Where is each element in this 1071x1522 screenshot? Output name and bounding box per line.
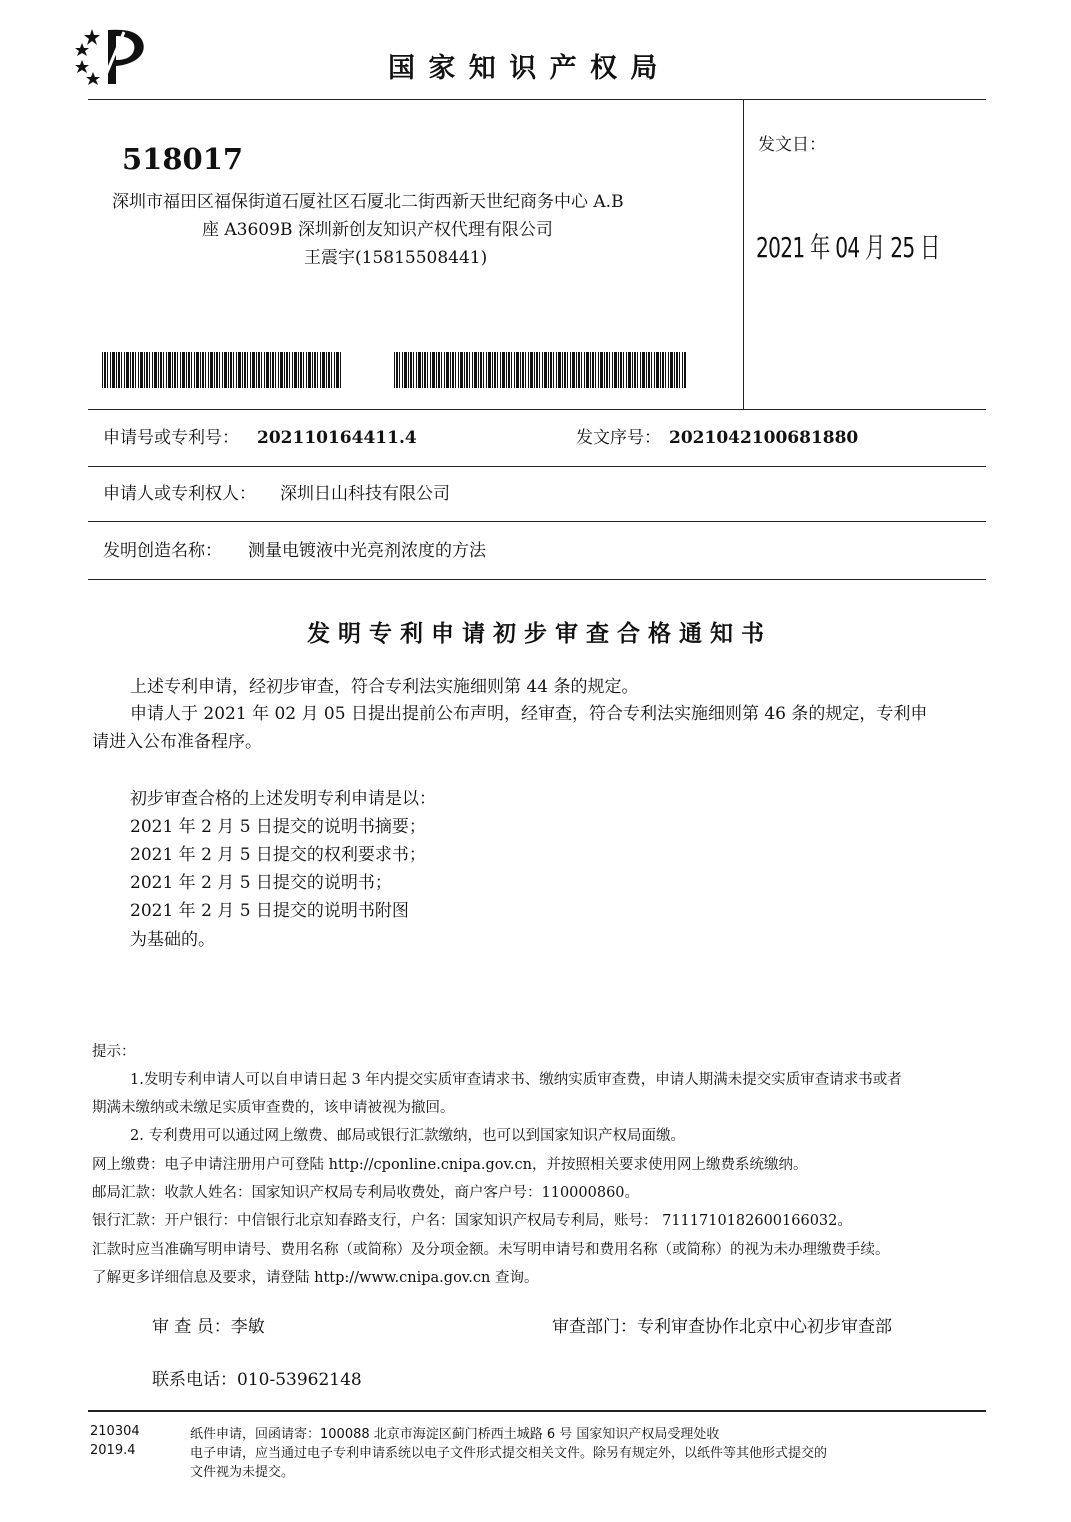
notice-paragraph-2-cont: 请进入公布准备程序。 — [92, 732, 262, 752]
invention-title-label: 发明创造名称： — [103, 541, 222, 561]
applicant-label: 申请人或专利权人： — [103, 484, 256, 504]
postal-remittance-info: 邮局汇款：收款人姓名：国家知识产权局专利局收费处，商户客户号：110000860。 — [92, 1185, 640, 1201]
contact-phone: 联系电话：010-53962148 — [152, 1370, 362, 1390]
online-payment-info: 网上缴费：电子申请注册用户可登陆 http://cponline.cnipa.gov.cn，并按照相关要求使用网上缴费系统缴纳。 — [92, 1157, 808, 1173]
electronic-application-note: 电子申请，应当通过电子专利申请系统以电子文件形式提交相关文件。除另有规定外，以纸件等其他形式提交的 — [190, 1446, 828, 1461]
barcode-right — [394, 352, 686, 388]
cnipa-logo — [72, 26, 152, 86]
notice-title: 发 明 专 利 申 请 初 步 审 查 合 格 通 知 书 — [306, 621, 765, 647]
invention-title: 测量电镀液中光亮剂浓度的方法 — [248, 541, 486, 561]
address-line-2: 座 A3609B 深圳新创友知识产权代理有限公司 — [202, 220, 553, 240]
electronic-application-note-cont: 文件视为未提交。 — [190, 1465, 295, 1480]
office-name: 国 家 知 识 产 权 局 — [388, 53, 660, 84]
remittance-note: 汇款时应当准确写明申请号、费用名称（或简称）及分项金额。未写明申请号和费用名称（或简称）的视为未办理缴费手续。 — [92, 1242, 890, 1258]
more-info: 了解更多详细信息及要求，请登陆 http://www.cnipa.gov.cn 查询。 — [92, 1270, 539, 1286]
address-block-bottom-rule — [88, 409, 986, 410]
issue-date-label: 发文日： — [758, 135, 826, 155]
examiner: 审 查 员：李敏 — [152, 1317, 265, 1337]
serial-number: 2021042100681880 — [669, 428, 859, 448]
notice-paragraph-2: 申请人于 2021 年 02 月 05 日提出提前公布声明，经审查，符合专利法实施细则第 46 条的规定，专利申 — [130, 704, 928, 724]
serial-number-label: 发文序号： — [576, 428, 661, 448]
basis-item: 2021 年 2 月 5 日提交的说明书摘要； — [130, 817, 426, 837]
application-number-label: 申请号或专利号： — [103, 428, 239, 448]
notice-paragraph-1: 上述专利申请，经初步审查，符合专利法实施细则第 44 条的规定。 — [130, 677, 639, 697]
postcode: 518017 — [122, 142, 244, 176]
tip-1-cont: 期满未缴纳或未缴足实质审查费的，该申请被视为撤回。 — [92, 1100, 455, 1116]
application-number: 202110164411.4 — [257, 428, 417, 448]
bank-remittance-info: 银行汇款：开户银行：中信银行北京知春路支行，户名：国家知识产权局专利局，账号： 7111710182600166032。 — [92, 1213, 852, 1229]
form-version-date: 2019.4 — [90, 1443, 136, 1458]
barcode-left — [102, 352, 342, 388]
field-rule-3 — [88, 579, 986, 580]
basis-item: 2021 年 2 月 5 日提交的权利要求书； — [130, 845, 426, 865]
footer-rule — [88, 1410, 986, 1412]
tip-1: 1.发明专利申请人可以自申请日起 3 年内提交实质审查请求书、缴纳实质审查费，申请人期满未提交实质审查请求书或者 — [130, 1072, 902, 1088]
address-line-1: 深圳市福田区福保街道石厦社区石厦北二街西新天世纪商务中心 A.B — [112, 192, 624, 212]
header-rule — [88, 99, 986, 100]
paper-application-note: 纸件申请，回函请寄：100088 北京市海淀区蓟门桥西土城路 6 号 国家知识产权局受理处收 — [190, 1427, 720, 1442]
examining-department: 审查部门：专利审查协作北京中心初步审查部 — [552, 1317, 892, 1337]
field-rule-2 — [88, 521, 986, 522]
basis-intro: 初步审查合格的上述发明专利申请是以： — [130, 789, 436, 809]
tip-2: 2. 专利费用可以通过网上缴费、邮局或银行汇款缴纳，也可以到国家知识产权局面缴。 — [130, 1128, 685, 1144]
basis-item: 2021 年 2 月 5 日提交的说明书； — [130, 873, 392, 893]
field-rule-1 — [88, 466, 986, 467]
form-code: 210304 — [90, 1424, 140, 1439]
issue-date: 2021 年 04 月 25 日 — [756, 231, 940, 264]
basis-item: 2021 年 2 月 5 日提交的说明书附图 — [130, 901, 409, 921]
applicant-name: 深圳日山科技有限公司 — [280, 484, 450, 504]
tips-heading: 提示： — [92, 1044, 136, 1060]
contact-person: 王震宇(15815508441) — [304, 248, 488, 268]
date-column-divider — [743, 99, 744, 409]
basis-outro: 为基础的。 — [130, 930, 215, 950]
